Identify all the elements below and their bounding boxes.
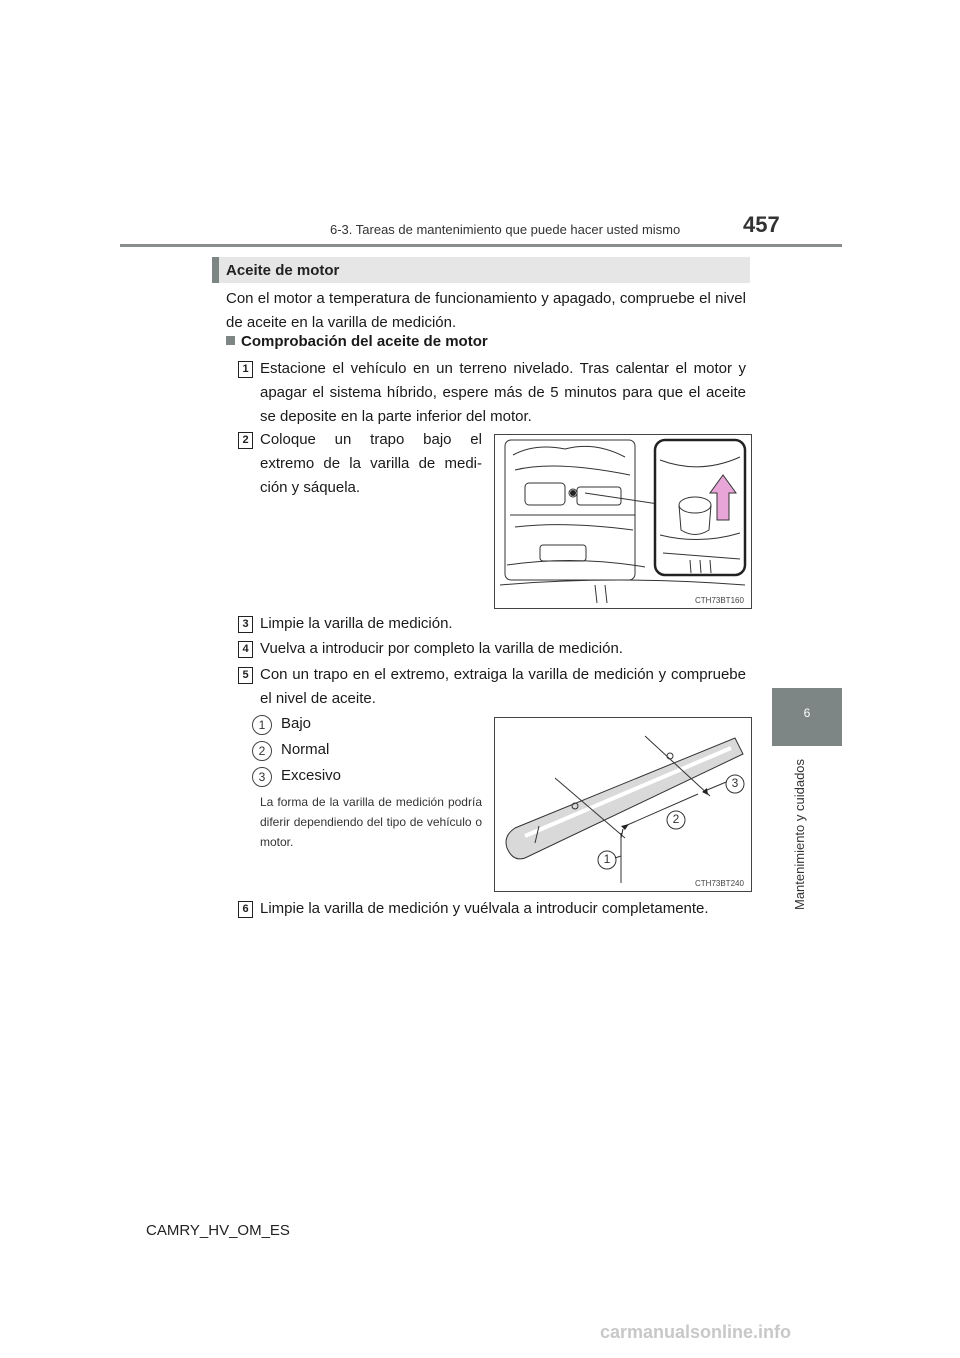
step-2-text (260, 428, 482, 500)
step-2-line-1: Coloque un trapo bajo el (260, 431, 482, 448)
watermark: carmanualsonline.info (600, 1322, 792, 1342)
step-number-1: 1 (238, 361, 253, 378)
level-label-low: Bajo (281, 715, 312, 732)
step-number-2: 2 (238, 432, 253, 449)
chapter-number: 6 (803, 706, 811, 720)
engine-bay-illustration (495, 435, 751, 608)
chapter-title: Mantenimiento y cuidados (792, 758, 807, 910)
subheading-text: Comprobación del aceite de motor (241, 333, 488, 350)
level-number-1: 1 (252, 715, 272, 735)
engine-figure-code: CTH73BT160 (695, 596, 744, 605)
section-header-accent (212, 257, 219, 283)
level-number-2: 2 (252, 741, 272, 761)
square-bullet-icon (226, 336, 235, 345)
step-number-6: 6 (238, 901, 253, 918)
step-1-text: Estacione el vehículo en un terreno nivelado. Tras calentar el motor y apagar el sistema híbrido, espere más de 5 minutos para que el aceite se deposite en la parte inferior del motor. (260, 360, 746, 425)
step-6-text: Limpie la varilla de medición y vuélvala a introducir completamente. (260, 900, 709, 917)
callout-3: 3 (731, 776, 739, 790)
step-5-text: Con un trapo en el extremo, extraiga la varilla de medición y compruebe el nivel de aceite. (260, 666, 746, 707)
section-title: Aceite de motor (226, 262, 340, 279)
level-label-excess: Excesivo (281, 767, 342, 784)
step-2-line-2: extremo de la varilla de medi- (260, 455, 482, 472)
level-number-3: 3 (252, 767, 272, 787)
step-2-line-3: ción y sáquela. (260, 479, 361, 496)
chapter-title-vertical (790, 758, 810, 910)
model-code: CAMRY_HV_OM_ES (146, 1222, 290, 1239)
step-4-text: Vuelva a introducir por completo la varilla de medición. (260, 640, 623, 657)
subheading (226, 333, 488, 350)
level-label-normal: Normal (281, 741, 330, 758)
page-number: 457 (743, 212, 780, 237)
running-header: 6-3. Tareas de mantenimiento que puede hacer usted mismo (330, 222, 681, 237)
header-rule (120, 244, 842, 247)
dipstick-figure-code: CTH73BT240 (695, 879, 744, 888)
step-number-3: 3 (238, 616, 253, 633)
dipstick-figure (494, 717, 752, 892)
step-3-text: Limpie la varilla de medición. (260, 615, 453, 632)
step-number-4: 4 (238, 641, 253, 658)
intro-paragraph: Con el motor a temperatura de funcionamiento y apagado, compruebe el nivel de aceite en la varilla de medición. (226, 290, 746, 331)
callout-2: 2 (672, 812, 680, 826)
callout-1: 1 (603, 852, 611, 866)
step-number-5: 5 (238, 667, 253, 684)
dipstick-illustration (495, 718, 751, 891)
engine-bay-figure (494, 434, 752, 609)
dipstick-note: La forma de la varilla de medición podría diferir dependiendo del tipo de vehículo o motor. (260, 795, 482, 849)
